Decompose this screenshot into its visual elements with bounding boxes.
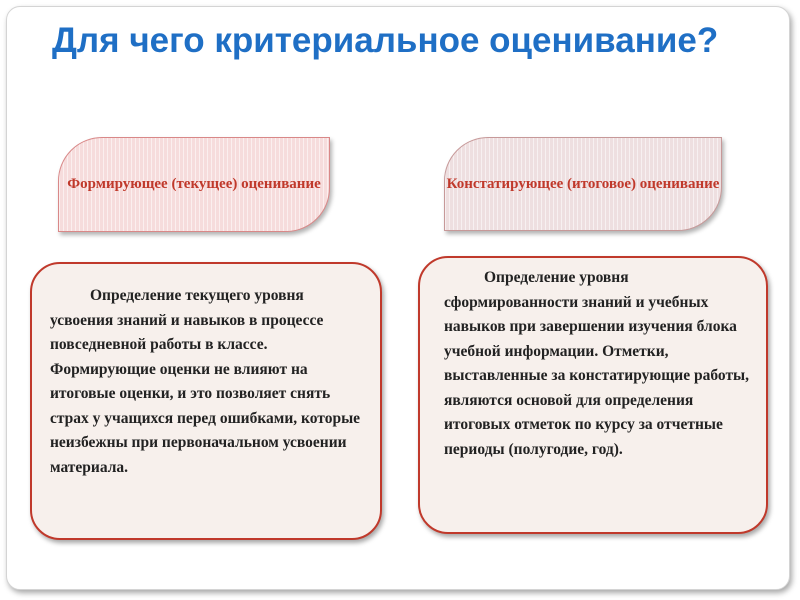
- summative-assessment-label: Констатирующее (итоговое) оценивание: [444, 137, 722, 231]
- slide-title: Для чего критериальное оценивание?: [52, 21, 719, 60]
- formative-assessment-label: Формирующее (текущее) оценивание: [58, 137, 330, 232]
- summative-assessment-description: Определение уровня сформированности знаний и учебных навыков при завершении изучения блока учебной информации. Отметки, выставленные за констатирующие работы, являются основой для определения итоговых отметок по курсу за отчетные периоды (полугодие, год).: [418, 256, 768, 534]
- formative-assessment-description: Определение текущего уровня усвоения знаний и навыков в процессе повседневной работы в классе. Формирующие оценки не влияют на итоговые оценки, и это позволяет снять страх у учащихся перед ошибками, которые неизбежны при первоначальном усвоении материала.: [30, 262, 382, 540]
